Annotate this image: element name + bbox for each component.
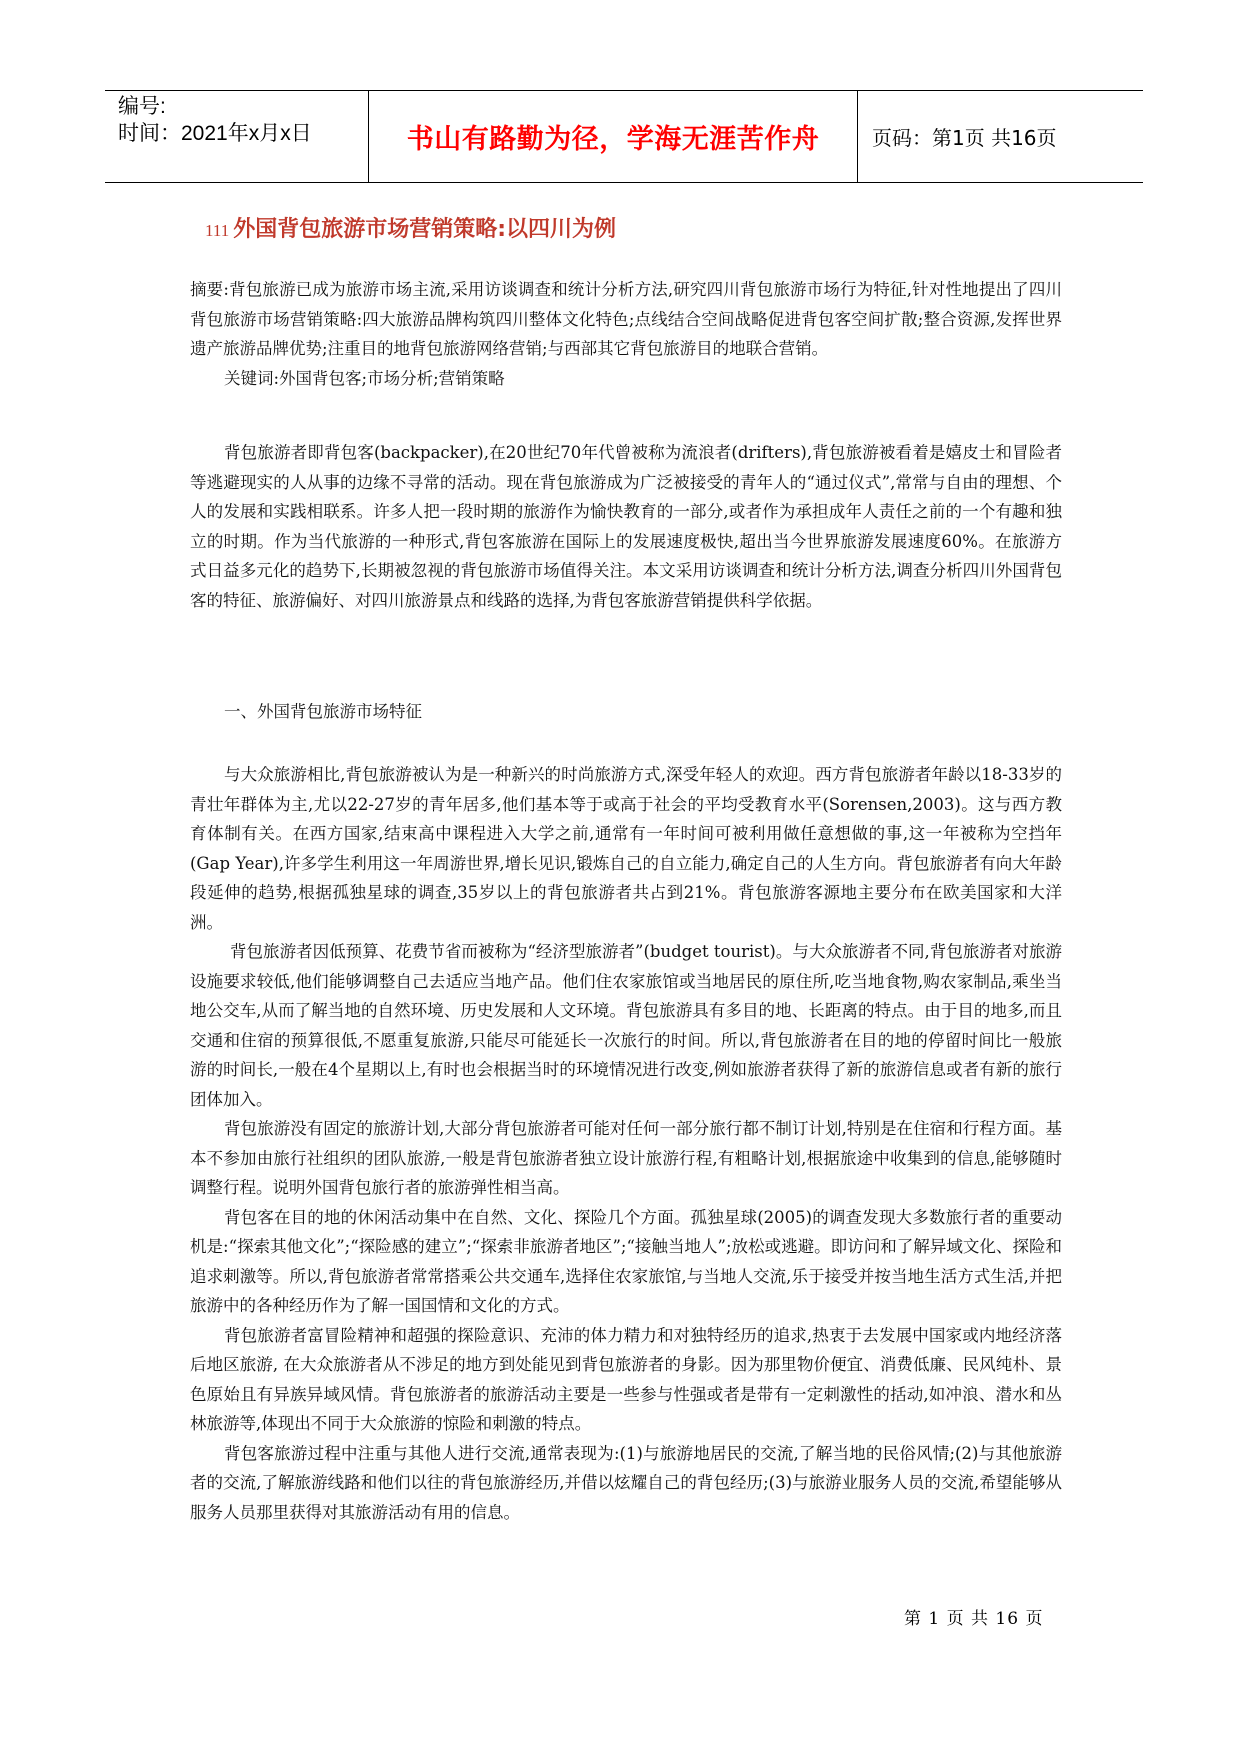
section-heading-block [190, 697, 1062, 727]
keywords-line: 关键词:外国背包客;市场分析;营销策略 [224, 368, 505, 388]
section-1-paragraph: 背包旅游者富冒险精神和超强的探险意识、充沛的体力精力和对独特经历的追求,热衷于去发展中国家或内地经济落后地区旅游, 在大众旅游者从不涉足的地方到处能见到背包旅游者的身影。因为那里物价便宜、消费低廉、民风纯朴、景色原始且有异族异域风情。背包旅游者的旅游活动主要是一些参与性强或者是带有一定刺激性的括动,如冲浪、潜水和丛林旅游等,体现出不同于大众旅游的惊险和刺激的特点。 [190, 1325, 1062, 1433]
section-1-paragraph: 背包客旅游过程中注重与其他人进行交流,通常表现为:(1)与旅游地居民的交流,了解当地的民俗风情;(2)与其他旅游者的交流,了解旅游线路和他们以往的背包旅游经历,并借以炫耀自己的背包经历;(3)与旅游业服务人员的交流,希望能够从服务人员那里获得对其旅游活动有用的信息。 [190, 1443, 1062, 1522]
document-title [205, 212, 1105, 243]
header-page-label: 页码：第1页 共16页 [872, 126, 1057, 150]
abstract-paragraph: 摘要:背包旅游已成为旅游市场主流,采用访谈调查和统计分析方法,研究四川背包旅游市场行为特征,针对性地提出了四川背包旅游市场营销策略:四大旅游品牌构筑四川整体文化特色;点线结合空间战略促进背包客空间扩散;整合资源,发挥世界遗产旅游品牌优势;注重目的地背包旅游网络营销;与西部其它背包旅游目的地联合营销。 [190, 280, 1062, 358]
intro-block [190, 438, 1062, 615]
title-number: 111 [205, 221, 230, 240]
document-time-label: 时间：2021年x月x日 [118, 122, 312, 145]
abstract-block [190, 275, 1062, 393]
section-1-paragraph: 与大众旅游相比,背包旅游被认为是一种新兴的时尚旅游方式,深受年轻人的欢迎。西方背包旅游者年龄以18-33岁的青壮年群体为主,尤以22-27岁的青年居多,他们基本等于或高于社会的平均受教育水平(Sorensen,2003)。这与西方教育体制有关。在西方国家,结束高中课程进入大学之前,通常有一年时间可被利用做任意想做的事,这一年被称为空挡年(Gap Year),许多学生利用这一年周游世界,增长见识,锻炼自己的自立能力,确定自己的人生方向。背包旅游者有向大年龄段延伸的趋势,根据孤独星球的调查,35岁以上的背包旅游者共占到21%。背包旅游客源地主要分布在欧美国家和大洋洲。 [190, 765, 1062, 932]
page-footer: 第 1 页 共 16 页 [904, 1609, 1044, 1629]
section-1-body [190, 760, 1062, 1527]
intro-paragraph: 背包旅游者即背包客(backpacker),在20世纪70年代曾被称为流浪者(drifters),背包旅游被看着是嬉皮士和冒险者等逃避现实的人从事的边缘不寻常的活动。现在背包旅游成为广泛被接受的青年人的“通过仪式”,常常与自由的理想、个人的发展和实践相联系。许多人把一段时期的旅游作为愉快教育的一部分,或者作为承担成年人责任之前的一个有趣和独立的时期。作为当代旅游的一种形式,背包客旅游在国际上的发展速度极快,超出当今世界旅游发展速度60%。在旅游方式日益多元化的趋势下,长期被忽视的背包旅游市场值得关注。本文采用访谈调查和统计分析方法,调查分析四川外国背包客的特征、旅游偏好、对四川旅游景点和线路的选择,为背包客旅游营销提供科学依据。 [190, 443, 1062, 610]
section-1-paragraph: 背包客在目的地的休闲活动集中在自然、文化、探险几个方面。孤独星球(2005)的调查发现大多数旅行者的重要动机是:“探索其他文化”;“探险感的建立”;“探索非旅游者地区”;“接触当地人”;放松或逃避。即访问和了解异域文化、探险和追求刺激等。所以,背包旅游者常常搭乘公共交通车,选择住农家旅馆,与当地人交流,乐于接受并按当地生活方式生活,并把旅游中的各种经历作为了解一国国情和文化的方式。 [190, 1207, 1062, 1315]
section-1-heading: 一、外国背包旅游市场特征 [224, 702, 422, 721]
header-info-cell [105, 91, 369, 182]
title-text: 外国背包旅游市场营销策略:以四川为例 [233, 217, 617, 242]
section-1-paragraph: 背包旅游没有固定的旅游计划,大部分背包旅游者可能对任何一部分旅行都不制订计划,特别是在住宿和行程方面。基本不参加由旅行社组织的团队旅游,一般是背包旅游者独立设计旅游行程,有粗略计划,根据旅途中收集到的信息,能够随时调整行程。说明外国背包旅行者的旅游弹性相当高。 [190, 1119, 1062, 1197]
section-1-paragraph: 背包旅游者因低预算、花费节省而被称为“经济型旅游者”(budget tourist)。与大众旅游者不同,背包旅游者对旅游设施要求较低,他们能够调整自己去适应当地产品。他们住农家旅馆或当地居民的原住所,吃当地食物,购农家制品,乘坐当地公交车,从而了解当地的自然环境、历史发展和人文环境。背包旅游具有多目的地、长距离的特点。由于目的地多,而且交通和住宿的预算很低,不愿重复旅游,只能尽可能延长一次旅行的时间。所以,背包旅游者在目的地的停留时间比一般旅游的时间长,一般在4个星期以上,有时也会根据当时的环境情况进行改变,例如旅游者获得了新的旅游信息或者有新的旅行团体加入。 [190, 942, 1062, 1109]
page-header-table [105, 90, 1143, 183]
document-number-label: 编号: [118, 95, 166, 118]
header-motto: 书山有路勤为径，学海无涯苦作舟 [369, 91, 858, 182]
